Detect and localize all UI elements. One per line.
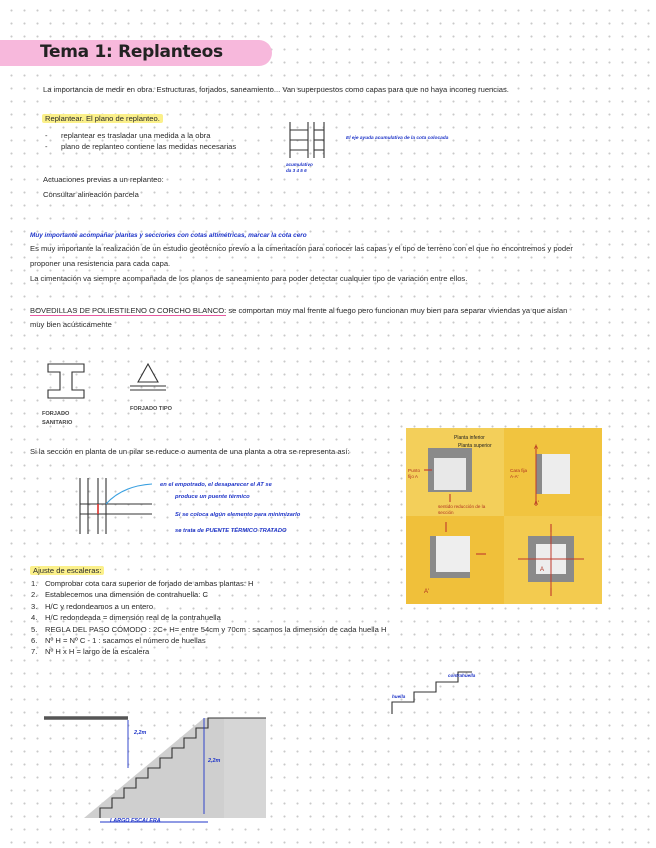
label-A-prime: A' (534, 501, 540, 507)
largo-escalera-label: LARGO ESCALERA (110, 818, 161, 824)
important-line-3: La cimentación va siempre acompañada de los planos de saneamiento para poder detectar cualquier tipo de variación entre ellos. (30, 274, 468, 283)
actuaciones-title: Actuaciones previas a un replanteo: (43, 175, 164, 184)
step-item: 7. Nº H x H = largo de la escalera (31, 647, 150, 657)
label-planta-superior: Planta superior (458, 443, 492, 449)
step-item: 2. Establecemos una dimensión de contrahuella: C (31, 590, 208, 600)
forjado-tipo-label: FORJADO TIPO (130, 406, 172, 412)
escaleras-heading (30, 565, 104, 576)
actuaciones-item: Consultar alineación parcela (43, 190, 139, 199)
important-line-2: proponer una resistencia para cada capa. (30, 259, 171, 268)
replanteo-heading-text: Replantear. El plano de replanteo. (42, 114, 163, 123)
stair-caption: acumulativo da 3 4 5 6 (286, 162, 313, 173)
escaleras-steps (31, 578, 386, 658)
step-item: 4. H/C redondeada = dimensión real de la contrahuella (31, 613, 221, 623)
step-item: 5. REGLA DEL PASO CÓMODO : 2C+ H= entre 54cm y 70cm : sacamos la dimensión de cada huella H (31, 624, 387, 634)
step-item: 1. Comprobar cota cara superior de forjado de ambas plantas: H (31, 579, 254, 588)
pilar-reduction-figure (406, 428, 602, 604)
bullet-item: - plano de replanteo contiene las medidas necesarias (45, 141, 236, 152)
section-heading-replanteo (42, 113, 163, 124)
bullet-item: - replantear es trasladar una medida a la obra (45, 130, 236, 141)
forjado-sanitario-label: FORJADO SANITARIO (42, 411, 73, 426)
label-punto-fijo: Punto fijo A (408, 468, 421, 479)
important-handwritten: Muy importante acompañar plantas y secciones con cotas altimétricas, marcar la cota cero (30, 232, 307, 239)
bovedillas-text: se comportan muy mal frente al fuego pero funcionan muy bien para separar viviendas ya que aíslan (226, 306, 568, 315)
replanteo-bullets (45, 130, 236, 152)
bovedillas-paragraph (30, 305, 567, 316)
step-item: 3. H/C y redondeamos a un entero (31, 601, 154, 611)
pilar-text: Si la sección en planta de un pilar se reduce o aumenta de una planta a otra se representa así: (30, 447, 350, 456)
bovedillas-label: BOVEDILLAS DE POLIESTILENO O CORCHO BLANCO: (30, 306, 227, 315)
label-sentido: sentido reducción de la sección (438, 504, 486, 515)
dim-big: 2,2m (208, 758, 221, 764)
forjado-sketches (40, 356, 180, 408)
puente-termico-sketch (72, 472, 162, 542)
stair-section-drawing (44, 708, 274, 826)
pilar-note-1: en el empotrado, el desaparecer el AT se (160, 482, 272, 488)
label-contrahuella: contrahuella (448, 673, 476, 678)
label-cara-fija: Cara fija A-A' (510, 468, 528, 479)
bovedillas-paragraph-2: muy bien acústicamente (30, 320, 112, 329)
page-title: Tema 1: Replanteos (40, 42, 223, 62)
intro-text: La importancia de medir en obra. Estructuras, forjados, saneamiento... Van superpuestos como capas para que no haya inconeg ruencias. (43, 85, 509, 94)
label-planta-inferior: Planta inferior (454, 435, 485, 441)
label-huella: huella (392, 694, 406, 699)
pilar-note-3: Si se coloca algún elemento para minimizarlo (175, 512, 301, 518)
escaleras-heading-text: Ajuste de escaleras: (30, 566, 104, 575)
label-A: A (534, 445, 539, 451)
pilar-note-2: produce un puente térmico (175, 494, 250, 500)
important-line-1: Es muy importante la realización de un estudio geotécnico previo a la cimentación para conocer las capas y el tipo de terreno con el que no encontremos y poder (30, 244, 573, 253)
pilar-reduction-diagram (406, 428, 602, 604)
dim-small: 2,2m (134, 730, 147, 736)
label-A-prime-2: A' (424, 589, 430, 595)
pilar-note-4: se trata de PUENTE TÉRMICO TRATADO (175, 528, 287, 534)
label-A-centre: A (540, 567, 545, 573)
replanteo-note: El eje ayuda acumulativa de la cota colocada (346, 136, 449, 141)
step-item: 6. Nº H = Nº C - 1 : sacamos el número de huellas (31, 636, 206, 646)
